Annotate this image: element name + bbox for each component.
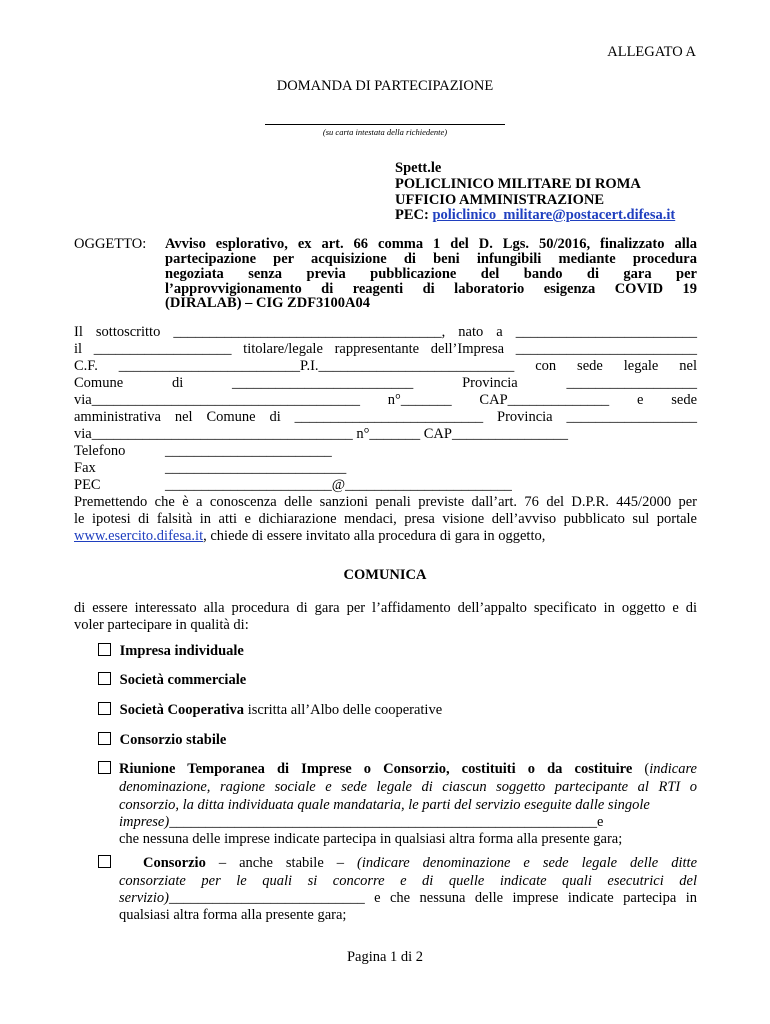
subject-line: partecipazione per acquisizione di beni infungibili mediante procedura	[165, 251, 697, 267]
recipient-pec	[395, 207, 675, 224]
consorzio-dash: – anche stabile –	[218, 855, 345, 871]
rti-imprese: imprese)	[119, 814, 170, 830]
option-consorzio-stabile	[98, 732, 226, 749]
option-label: Società Cooperativa	[119, 702, 245, 718]
portal-link[interactable]: www.esercito.difesa.it	[74, 528, 204, 544]
option-label: Consorzio stabile	[119, 732, 227, 748]
phone-field[interactable]: _______________________	[165, 443, 332, 459]
letterhead-note: (su carta intestata della richiedente)	[322, 127, 448, 137]
form-line-admin-address[interactable]: via____________________________________ n°_______ CAP________________	[74, 426, 568, 442]
comunica-heading: COMUNICA	[343, 567, 427, 583]
consorzio-field[interactable]: ___________________________ e che nessuna delle imprese indicate partecipa in	[168, 890, 697, 906]
premise-line: Premettendo che è a conoscenza delle sanzioni penali previste dall’art. 76 del D.P.R. 445/2000 per	[74, 494, 697, 510]
consorzio-line	[119, 890, 697, 907]
option-suffix: iscritta all’Albo delle cooperative	[244, 702, 443, 718]
fax-field[interactable]: _________________________	[165, 460, 347, 476]
recipient-office: UFFICIO AMMINISTRAZIONE	[395, 192, 605, 208]
form-line-comune[interactable]: Comune di _________________________ Provincia __________________	[74, 375, 697, 391]
document-title: DOMANDA DI PARTECIPAZIONE	[276, 78, 494, 94]
checkbox[interactable]	[98, 761, 111, 774]
form-line-address[interactable]: via_____________________________________ n°_______ CAP______________ e sede	[74, 392, 697, 408]
phone-label: Telefono	[74, 443, 126, 459]
rti-line	[119, 761, 697, 778]
option-label: Società commerciale	[119, 672, 247, 688]
page-number: Pagina 1 di 2	[346, 949, 424, 965]
consorzio-label: Consorzio	[143, 855, 206, 871]
checkbox[interactable]	[98, 643, 111, 656]
fax-label: Fax	[74, 460, 96, 476]
option-rti	[98, 761, 111, 778]
recipient-org: POLICLINICO MILITARE DI ROMA	[395, 176, 641, 192]
subject-label: OGGETTO:	[74, 236, 147, 252]
subject-line: (DIRALAB) – CIG ZDF3100A04	[165, 295, 371, 311]
pec-field-label: PEC	[74, 477, 101, 493]
letterhead-line	[265, 124, 505, 125]
checkbox[interactable]	[98, 702, 111, 715]
rti-field[interactable]: ___________________________________________________________e	[169, 814, 604, 830]
consorzio-note: (indicare denominazione e sede legale delle ditte	[357, 855, 697, 871]
checkbox[interactable]	[98, 732, 111, 745]
rti-line	[119, 814, 603, 831]
option-impresa-individuale	[98, 643, 244, 660]
subject-line: l’approvvigionamento di reagenti di laboratorio esigenza COVID 19	[165, 281, 697, 297]
form-line-role[interactable]: il ___________________ titolare/legale rappresentante dell’Impresa _________________________	[74, 341, 697, 357]
consorzio-line: qualsiasi altra forma alla presente gara;	[119, 907, 347, 923]
checkbox[interactable]	[98, 672, 111, 685]
rti-line: consorzio, la ditta individuata quale mandataria, le parti del servizio eseguite dalle singole	[119, 797, 650, 813]
consorzio-line: consorziate per le quali si concorre e di quelle indicate quali esecutrici del	[119, 873, 697, 889]
pec-label: PEC:	[395, 207, 429, 223]
option-societa-commerciale	[98, 672, 246, 689]
rti-label: Riunione Temporanea di Imprese o Consorzio, costituiti o da costituire	[119, 761, 633, 777]
rti-note: indicare	[649, 761, 697, 777]
rti-line: denominazione, ragione sociale e sede legale di ciascun soggetto partecipante al RTI o	[119, 779, 697, 795]
option-label: Impresa individuale	[119, 643, 244, 659]
option-consorzio	[98, 855, 111, 872]
premise-line: le ipotesi di falsità in atti e dichiarazione mendaci, presa visione dell’avviso pubblicato sul portale	[74, 511, 697, 527]
subject-line: Avviso esplorativo, ex art. 66 comma 1 del D. Lgs. 50/2016, finalizzato alla	[165, 236, 697, 252]
form-line-tax[interactable]: C.F. _________________________P.I.___________________________ con sede legale nel	[74, 358, 697, 374]
checkbox[interactable]	[98, 855, 111, 868]
comunica-intro: di essere interessato alla procedura di gara per l’affidamento dell’appalto specificato in oggetto e di	[74, 600, 697, 616]
form-line-admin[interactable]: amministrativa nel Comune di __________________________ Provincia __________________	[74, 409, 697, 425]
subject-line: negoziata senza previa pubblicazione del bando di gara per	[165, 266, 697, 282]
rti-open: (	[644, 761, 650, 777]
form-line-name[interactable]: Il sottoscritto _____________________________________, nato a _________________________	[74, 324, 697, 340]
pec-email-link[interactable]: policlinico_militare@postacert.difesa.it	[432, 207, 676, 223]
consorzio-servizio: servizio)	[119, 890, 169, 906]
pec-field[interactable]: _______________________@_______________________	[165, 477, 512, 493]
recipient-greeting: Spett.le	[395, 160, 442, 176]
premise-line-rest: , chiede di essere invitato alla procedura di gara in oggetto,	[203, 528, 546, 544]
consorzio-line	[143, 855, 697, 872]
comunica-intro: voler partecipare in qualità di:	[74, 617, 249, 633]
premise-line	[74, 528, 545, 545]
rti-line: che nessuna delle imprese indicate partecipa in qualsiasi altra forma alla presente gara;	[119, 831, 623, 847]
option-societa-cooperativa	[98, 702, 442, 719]
annex-label: ALLEGATO A	[607, 44, 696, 60]
